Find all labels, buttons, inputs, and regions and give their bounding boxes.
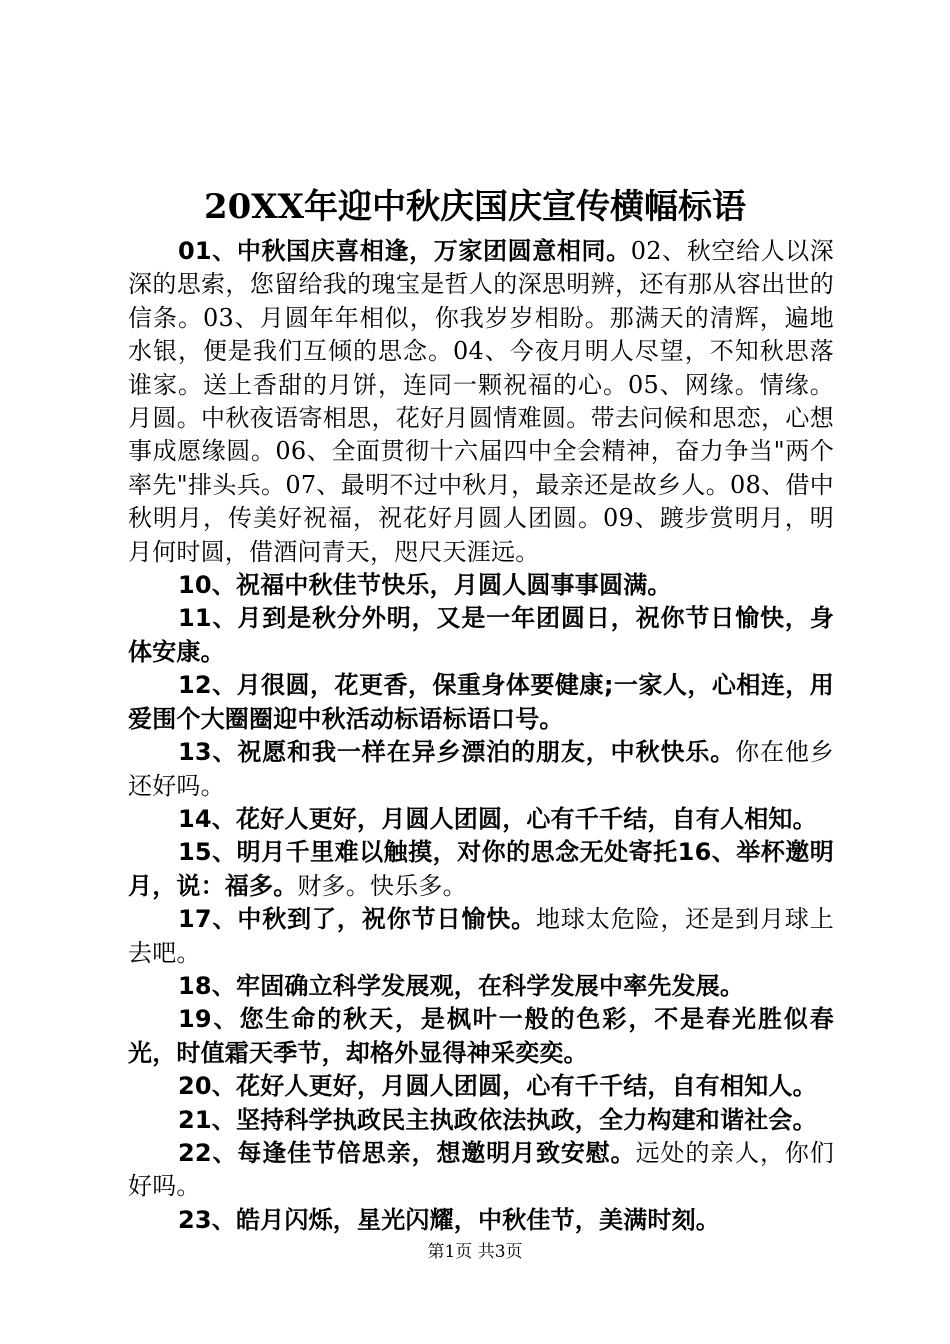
paragraph	[128, 1104, 834, 1137]
paragraph-bold-text: 01、中秋国庆喜相逢，万家团圆意相同。	[178, 237, 631, 265]
paragraph-bold-text: 20、花好人更好，月圆人团圆，心有千千结，自有相知人。	[178, 1072, 817, 1101]
paragraph-bold-text: 12、月很圆，花更香，保重身体要健康;一家人，心相连，用爱围个大圈圈迎中秋活动标语标语口号。	[128, 671, 834, 733]
paragraph	[128, 836, 834, 903]
paragraph-bold-text: 22、每逢佳节倍思亲，想邀明月致安慰。	[178, 1138, 636, 1167]
paragraph-bold-text: 13、祝愿和我一样在异乡漂泊的朋友，中秋快乐。	[178, 738, 736, 767]
paragraph	[128, 1137, 834, 1204]
paragraph	[128, 903, 834, 970]
page-number-footer: 第1页 共3页	[427, 1242, 523, 1262]
paragraph	[128, 970, 834, 1003]
paragraph-bold-text: 18、牢固确立科学发展观，在科学发展中率先发展。	[178, 971, 745, 1000]
paragraph	[128, 569, 834, 602]
paragraph	[128, 1003, 834, 1070]
paragraph-bold-text: 10、祝福中秋佳节快乐，月圆人圆事事圆满。	[178, 571, 672, 600]
paragraph-bold-text: 17、中秋到了，祝你节日愉快。	[178, 905, 537, 934]
paragraph	[128, 736, 834, 803]
paragraph-regular-text: 远处的亲人，你们好吗。	[128, 1138, 834, 1201]
paragraph-regular-text: 02、秋空给人以深深的思索，您留给我的瑰宝是哲人的深思明辨，还有那从容出世的信条。03、月圆年年相似，你我岁岁相盼。那满天的清辉，遍地水银，便是我们互倾的思念。04、今夜月明人尽望，不知秋思落谁家。送上香甜的月饼，连同一颗祝福的心。05、网缘。情缘。月圆。中秋夜语寄相思，花好月圆情难圆。带去问候和思恋，心想事成愿缘圆。06、全面贯彻十六届四中全会精神，奋力争当"两个率先"排头兵。07、最明不过中秋月，最亲还是故乡人。08、借中秋明月，传美好祝福，祝花好月圆人团圆。09、踱步赏明月，明月何时圆，借酒问青天，咫尺天涯远。	[128, 237, 834, 566]
document-title: 20XX年迎中秋庆国庆宣传横幅标语	[203, 187, 747, 227]
document-body	[128, 235, 834, 1237]
paragraph	[128, 1070, 834, 1103]
paragraph-bold-text: 11、月到是秋分外明，又是一年团圆日，祝你节日愉快，身体安康。	[128, 604, 834, 666]
paragraph-bold-text: 21、坚持科学执政民主执政依法执政，全力构建和谐社会。	[178, 1105, 817, 1134]
paragraph-regular-text: 财多。快乐多。	[297, 871, 467, 900]
paragraph-regular-text: 地球太危险，还是到月球上去吧。	[128, 905, 834, 967]
paragraph	[128, 803, 834, 836]
paragraph-bold-text: 14、花好人更好，月圆人团圆，心有千千结，自有人相知。	[178, 804, 817, 833]
paragraph-bold-text: 23、皓月闪烁，星光闪耀，中秋佳节，美满时刻。	[178, 1205, 720, 1234]
paragraph-regular-text: 你在他乡还好吗。	[128, 738, 834, 800]
paragraph	[128, 1204, 834, 1237]
paragraph-bold-text: 19、您生命的秋天，是枫叶一般的色彩，不是春光胜似春光，时值霜天季节，却格外显得神采奕奕。	[128, 1005, 834, 1067]
paragraph-bold-text: 15、明月千里难以触摸，对你的思念无处寄托16、举杯邀明月，说：福多。	[128, 838, 834, 900]
paragraph	[128, 669, 834, 736]
paragraph	[128, 235, 834, 569]
paragraph	[128, 602, 834, 669]
